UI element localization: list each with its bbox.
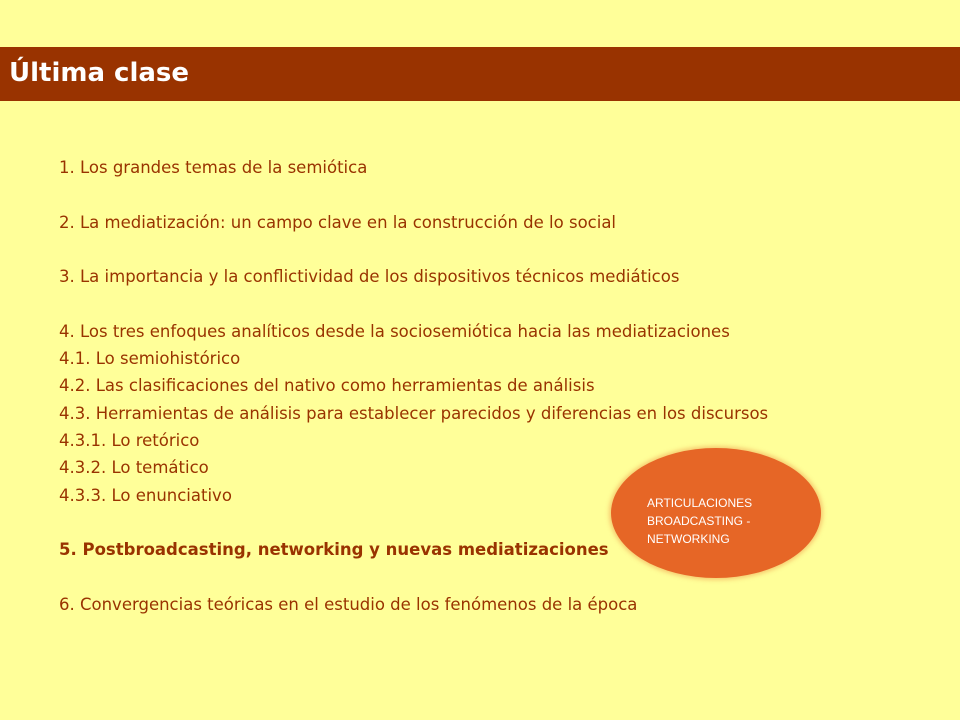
agenda-item-4: 4. Los tres enfoques analíticos desde la sociosemiótica hacia las mediatizaciones: [59, 321, 730, 341]
agenda-item-4-3-1: 4.3.1. Lo retórico: [59, 430, 200, 450]
agenda-item-5-current: 5. Postbroadcasting, networking y nuevas mediatizaciones: [59, 540, 609, 560]
agenda-item-4-3-2: 4.3.2. Lo temático: [59, 458, 209, 478]
agenda-spacer: [59, 290, 879, 317]
title-bar: [0, 47, 960, 101]
ellipse-label: [647, 494, 752, 548]
agenda-item-4-3-3: 4.3.3. Lo enunciativo: [59, 485, 232, 505]
agenda-item-2: 2. La mediatización: un campo clave en la construcción de lo social: [59, 212, 617, 232]
page-title: Última clase: [9, 58, 190, 88]
agenda-item-4-2: 4.2. Las clasificaciones del nativo como herramientas de análisis: [59, 376, 595, 396]
agenda-item-4-3: 4.3. Herramientas de análisis para establecer parecidos y diferencias en los discursos: [59, 403, 769, 423]
agenda-item-3: 3. La importancia y la conflictividad de los dispositivos técnicos mediáticos: [59, 267, 680, 287]
agenda-item-4-1: 4.1. Lo semiohistórico: [59, 349, 241, 369]
agenda-spacer: [59, 236, 879, 263]
agenda-item-6: 6. Convergencias teóricas en el estudio de los fenómenos de la época: [59, 594, 638, 614]
articulaciones-ellipse: [611, 448, 821, 578]
ellipse-label-line-3: NETWORKING: [647, 532, 730, 546]
agenda-spacer: [59, 181, 879, 208]
ellipse-label-line-2: BROADCASTING -: [647, 514, 751, 528]
agenda-item-1: 1. Los grandes temas de la semiótica: [59, 158, 368, 177]
ellipse-label-line-1: ARTICULACIONES: [647, 496, 753, 510]
